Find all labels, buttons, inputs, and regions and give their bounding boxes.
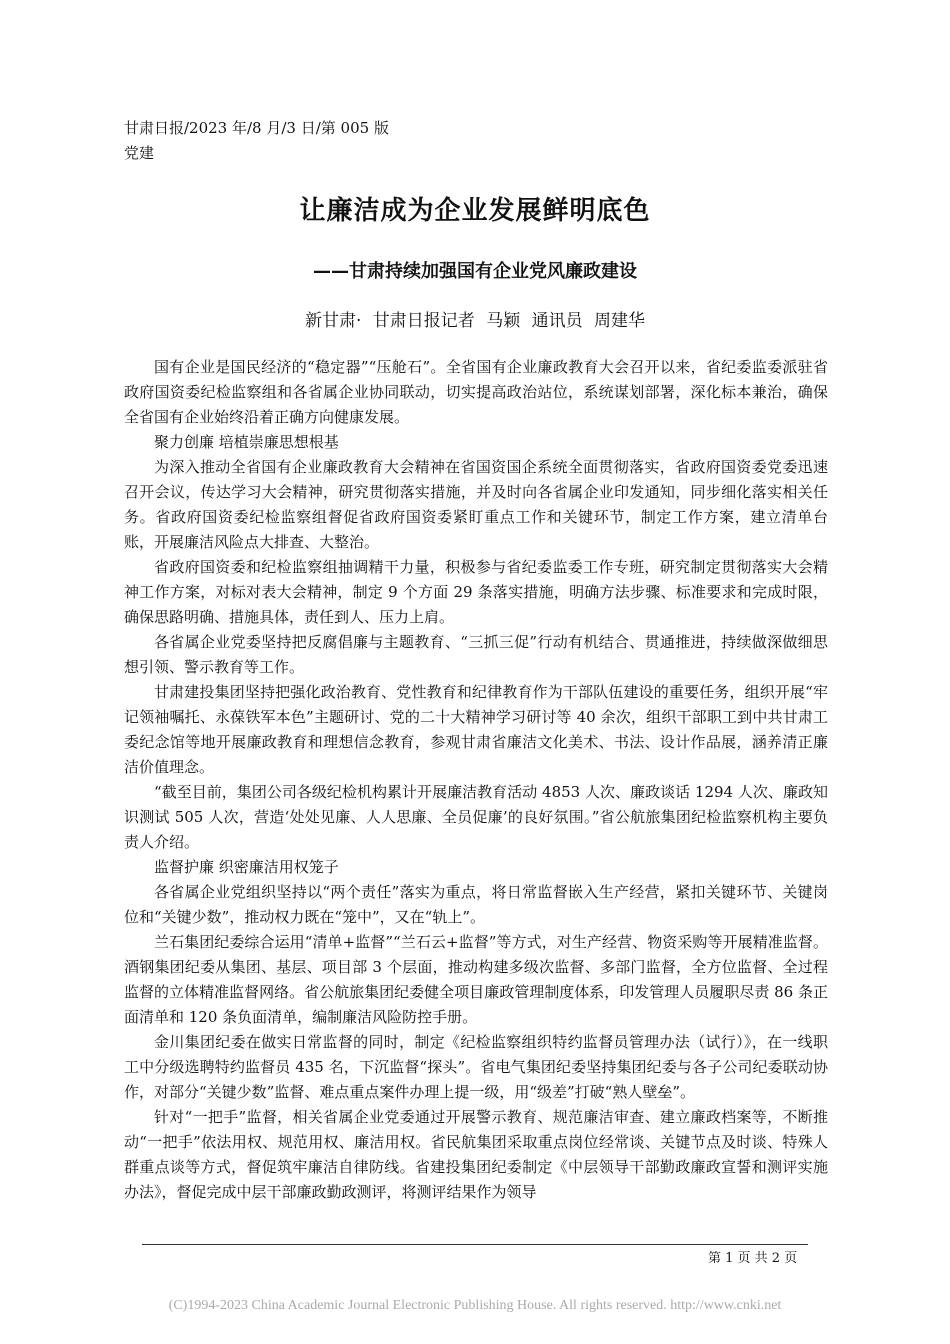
article-subtitle: ——甘肃持续加强国有企业党风廉政建设: [313, 261, 637, 282]
paragraph: 甘肃建投集团坚持把强化政治教育、党性教育和纪律教育作为干部队伍建设的重要任务，组织开展“牢记领袖嘱托、永葆铁军本色”主题研讨、党的二十大精神学习研讨等 40 余次，组织干部职工到中共甘肃工委纪念馆等地开展廉政教育和理想信念教育，参观甘肃省廉洁文化美术、书法、设计作品展，涵养清正廉洁价值理念。: [124, 683, 828, 776]
copyright-notice: (C)1994-2023 China Academic Journal Electronic Publishing House. All rights reserved. http://www.cnki.net: [168, 1298, 782, 1313]
paragraph: 省政府国资委和纪检监察组抽调精干力量，积极参与省纪委监委工作专班，研究制定贯彻落实大会精神工作方案，对标对表大会精神，制定 9 个方面 29 条落实措施，明确方法步骤、标准要求和完成时限，确保思路明确、措施具体，责任到人、压力上肩。: [124, 558, 828, 626]
page-number: 第 1 页 共 2 页: [708, 1251, 798, 1266]
document-header: [124, 116, 389, 166]
article-byline: 新甘肃· 甘肃日报记者 马颖 通讯员 周建华: [304, 311, 646, 331]
paragraph: 国有企业是国民经济的“稳定器”“压舱石”。全省国有企业廉政教育大会召开以来，省纪委监委派驻省政府国资委纪检监察组和各省属企业协同联动，切实提高政治站位，系统谋划部署，深化标本兼治，确保全省国有企业始终沿着正确方向健康发展。: [124, 358, 828, 426]
source-line: 甘肃日报/2023 年/8 月/3 日/第 005 版: [124, 119, 389, 137]
paragraph: 兰石集团纪委综合运用“清单+监督”“兰石云+监督”等方式，对生产经营、物资采购等开展精准监督。酒钢集团纪委从集团、基层、项目部 3 个层面，推动构建多级次监督、多部门监督，全方位监督、全过程监督的立体精准监督网络。省公航旅集团纪委健全项目廉政管理制度体系，印发管理人员履职尽责 86 条正面清单和 120 条负面清单，编制廉洁风险防控手册。: [124, 933, 828, 1026]
footer-divider: [142, 1244, 808, 1245]
paragraph: 针对“一把手”监督，相关省属企业党委通过开展警示教育、规范廉洁审查、建立廉政档案等，不断推动“一把手”依法用权、规范用权、廉洁用权。省民航集团采取重点岗位经常谈、关键节点及时谈、特殊人群重点谈等方式，督促筑牢廉洁自律防线。省建投集团纪委制定《中层领导干部勤政廉政宣誓和测评实施办法》，督促完成中层干部廉政勤政测评，将测评结果作为领导: [124, 1108, 828, 1201]
paragraph: 金川集团纪委在做实日常监督的同时，制定《纪检监察组织特约监督员管理办法（试行）》，在一线职工中分级选聘特约监督员 435 名，下沉监督“探头”。省电气集团纪委坚持集团纪委与各子公司纪委联动协作，对部分“关键少数”监督、难点重点案件办理上提一级，用“级差”打破“熟人壁垒”。: [124, 1033, 828, 1101]
section-heading: 监督护廉 织密廉洁用权笼子: [154, 858, 339, 876]
paragraph: “截至目前，集团公司各级纪检机构累计开展廉洁教育活动 4853 人次、廉政谈话 1294 人次、廉政知识测试 505 人次，营造‘处处见廉、人人思廉、全员促廉’的良好氛围。”省公航旅集团纪检监察机构主要负责人介绍。: [124, 783, 828, 851]
paragraph: 各省属企业党委坚持把反腐倡廉与主题教育、“三抓三促”行动有机结合、贯通推进，持续做深做细思想引领、警示教育等工作。: [124, 633, 828, 676]
paragraph: 为深入推动全省国有企业廉政教育大会精神在省国资国企系统全面贯彻落实，省政府国资委党委迅速召开会议，传达学习大会精神，研究贯彻落实措施，并及时向各省属企业印发通知，同步细化落实相关任务。省政府国资委纪检监察组督促省政府国资委紧盯重点工作和关键环节，制定工作方案，建立清单台账，开展廉洁风险点大排查、大整治。: [124, 458, 828, 551]
article-title: 让廉洁成为企业发展鲜明底色: [299, 196, 651, 226]
column-label: 党建: [124, 144, 155, 162]
article-body: [124, 355, 828, 1205]
section-heading: 聚力创廉 培植崇廉思想根基: [154, 433, 339, 451]
paragraph: 各省属企业党组织坚持以“两个责任”落实为重点，将日常监督嵌入生产经营，紧扣关键环节、关键岗位和“关键少数”，推动权力既在“笼中”，又在“轨上”。: [124, 883, 828, 926]
